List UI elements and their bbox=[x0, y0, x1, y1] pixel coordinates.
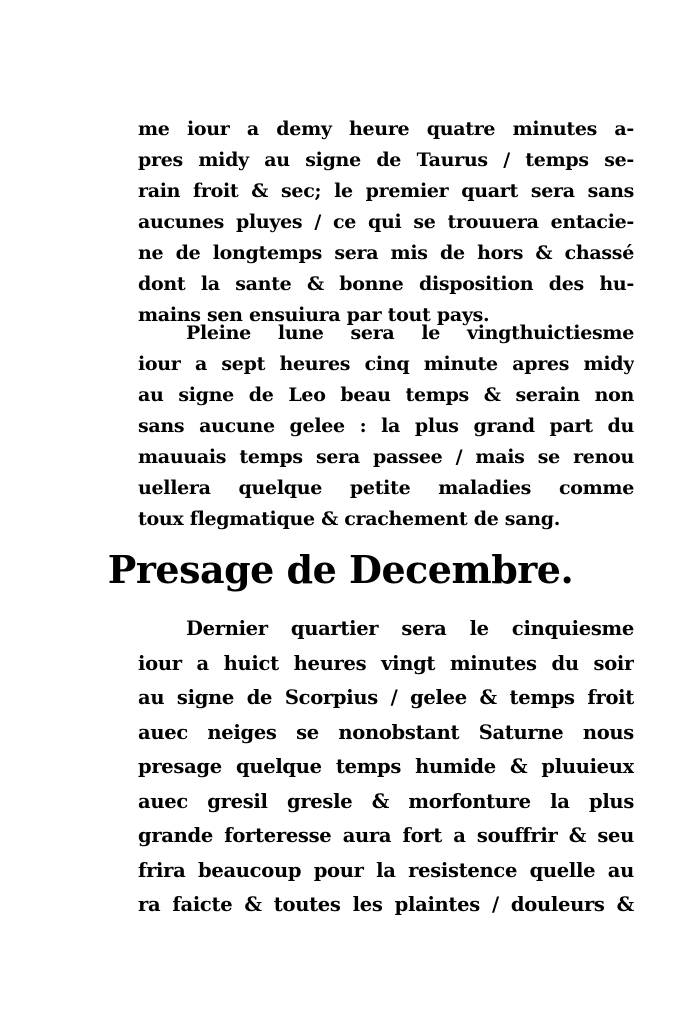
text-line: uellera quelque petite maladies comme bbox=[138, 477, 634, 499]
text-line: aucunes pluyes / ce qui se trouuera entacie- bbox=[138, 211, 634, 233]
text-line: iour a sept heures cinq minute apres midy bbox=[138, 353, 634, 375]
text-line: mauuais temps sera passee / mais se renou bbox=[138, 446, 634, 468]
text-line: toux flegmatique & crachement de sang. bbox=[138, 508, 561, 530]
text-line: rain froit & sec; le premier quart sera sans bbox=[138, 180, 634, 202]
text-line: ne de longtemps sera mis de hors & chassé bbox=[138, 242, 634, 264]
paragraph-full-moon bbox=[138, 318, 634, 535]
text-line: pres midy au signe de Taurus / temps se- bbox=[138, 149, 634, 171]
text-line: iour a huict heures vingt minutes du soir bbox=[138, 651, 634, 675]
text-line: ra faicte & toutes les plaintes / douleurs & bbox=[138, 893, 634, 916]
text-line: me iour a demy heure quatre minutes a- bbox=[138, 118, 634, 140]
text-line: au signe de Leo beau temps & serain non bbox=[138, 384, 634, 406]
text-line: auec gresil gresle & morfonture la plus bbox=[138, 789, 634, 813]
text-line: presage quelque temps humide & pluuieux bbox=[138, 755, 634, 778]
text-line: frira beaucoup pour la resistence quelle au bbox=[138, 858, 634, 882]
text-line: Pleine lune sera le vingthuictiesme bbox=[186, 322, 634, 344]
text-line: auec neiges se nonobstant Saturne nous bbox=[138, 720, 634, 744]
paragraph-last-quarter bbox=[138, 612, 634, 923]
text-line: dont la sante & bonne disposition des hu- bbox=[138, 273, 634, 295]
text-line: Dernier quartier sera le cinquiesme bbox=[186, 617, 634, 640]
paragraph-november-continued bbox=[138, 114, 634, 331]
text-line: au signe de Scorpius / gelee & temps froit bbox=[138, 686, 634, 709]
text-line: mains sen ensuiura par tout pays. bbox=[138, 304, 490, 326]
section-heading: Presage de Decembre. bbox=[107, 547, 574, 592]
text-line: grande forteresse aura fort a souffrir & seu bbox=[138, 824, 634, 847]
text-line: sans aucune gelee : la plus grand part du bbox=[138, 415, 634, 437]
